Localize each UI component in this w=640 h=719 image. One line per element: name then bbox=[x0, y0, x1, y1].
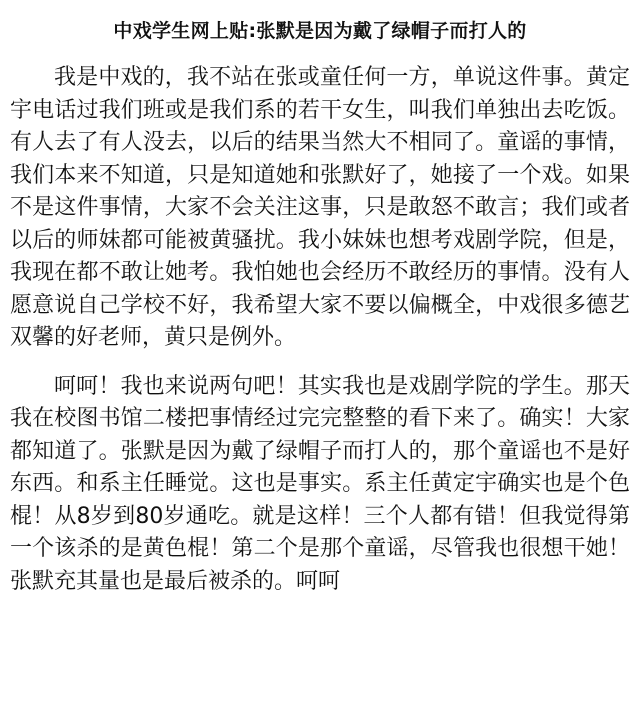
paragraph-1: 我是中戏的，我不站在张或童任何一方，单说这件事。黄定宇电话过我们班或是我们系的若干女生，叫我们单独出去吃饭。有人去了有人没去，以后的结果当然大不相同了。童谣的事情，我们本来不知道，只是知道她和张默好了，她接了一个戏。如果不是这件事情，大家不会关注这事，只是敢怒不敢言；我们或者以后的师妹都可能被黄骚扰。我小妹妹也想考戏剧学院，但是，我现在都不敢让她考。我怕她也会经历不敢经历的事情。没有人愿意说自己学校不好，我希望大家不要以偏概全，中戏很多德艺双馨的好老师，黄只是例外。 bbox=[10, 65, 630, 350]
paragraph-2: 呵呵！我也来说两句吧！其实我也是戏剧学院的学生。那天我在校图书馆二楼把事情经过完完整整的看下来了。确实！大家都知道了。张默是因为戴了绿帽子而打人的，那个童谣也不是好东西。和系主任睡觉。这也是事实。系主任黄定宇确实也是个色棍！从8岁到80岁通吃。就是这样！三个人都有错！但我觉得第一个该杀的是黄色棍！第二个是那个童谣，尽管我也很想干她！张默充其量也是最后被杀的。呵呵 bbox=[10, 373, 630, 594]
document-title: 中戏学生网上贴:张默是因为戴了绿帽子而打人的 bbox=[113, 20, 527, 42]
